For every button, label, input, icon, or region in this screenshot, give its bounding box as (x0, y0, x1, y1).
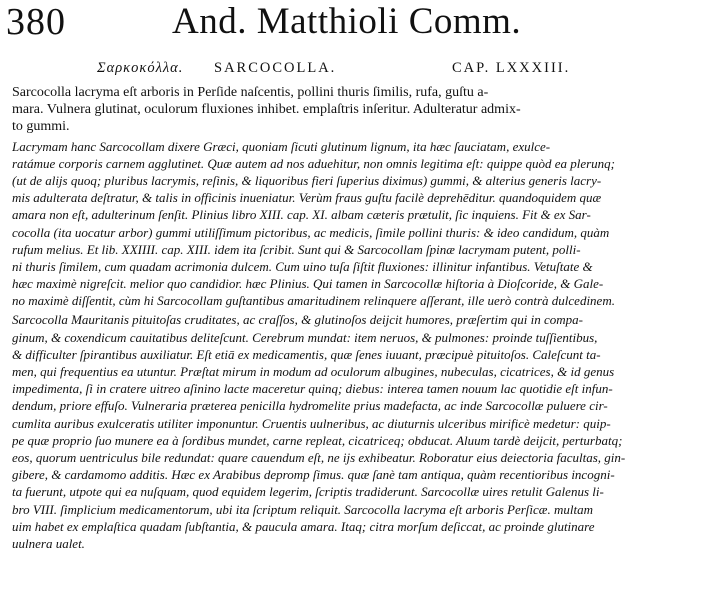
text-line: Sarcocolla lacryma eſt arboris in Perſide naſcentis, pollini thuris ſimilis, rufa, guſtu a- (12, 85, 489, 100)
text-line: men, qui frequentius ea utuntur. Præſtat mirum in modum ad oculorum albugines, nubeculas, cicatrices, & id genus (12, 364, 615, 379)
text-line: hæc maximè nigreſcit. melior quo candidior. hæc Plinius. Qui tamen in Sarcocollæ hiſtoria à Dioſcoride, & Gale- (12, 276, 604, 292)
text-line: gibere, & cardamomo additis. Hæc ex Arabibus depromp ſimus. quæ ſanè tam antiqua, quàm recentioribus incogni- (12, 467, 615, 483)
running-title: And. Matthioli Comm. (172, 1, 522, 42)
text-line: Lacrymam hanc Sarcocollam dixere Græci, quoniam ſicuti glutinum lignum, ita hæc ſauciatam, exulce- (12, 138, 551, 154)
commentary-paragraph-1 (12, 138, 702, 310)
text-line: & difficulter ſpirantibus auxiliatur. Eſt etiā ex medicamentis, quæ ſenes iuuant, præcipuè pituitoſos. Caleſcunt ta- (12, 346, 601, 362)
text-line: ni thuris ſimilem, cum quadam acrimonia dulcem. Cum uino tuſa ſiſtit fluxiones: illinitur infantibus. Vetuſtate & (12, 258, 593, 274)
text-line: eos, quorum uentriculus bile redundat: quare cauendum eſt, ne ijs exhibeatur. Roboratur eius deiectoria facultas, gin- (12, 449, 626, 465)
text-line: mis adulterata deſtratur, & talis in officinis inueniatur. Verùm fraus guſtu facilè deprehēditur. quandoquidem quæ (12, 190, 602, 206)
chapter-latin-title: SARCOCOLLA. (214, 60, 337, 76)
text-line: Sarcocolla Mauritanis pituitoſas cruditates, ac craſſos, & glutinoſos deijcit humores, præſertim qui in compa- (12, 312, 584, 328)
text-line: ratámue corporis carnem agglutinet. Quæ autem ad nos aduehitur, non omnis legitima eſt: quippe quòd ea plerunq; (12, 155, 616, 171)
text-line: rufum melius. Et lib. XXIIII. cap. XIII. idem ita ſcribit. Sunt qui & Sarcocollam ſpinæ lacrymam putent, polli- (12, 241, 581, 257)
dioscorides-paragraph (12, 84, 702, 136)
commentary-paragraph-2 (12, 311, 702, 552)
chapter-greek-title: Σαρκοκόλλα. (97, 60, 184, 76)
text-line: pe quæ proprio ſuo munere ea à ſordibus mundet, carne repleat, cicatriceq; obducat. Aluum tardè deijcit, perturbatq; (12, 432, 623, 448)
text-line: cocolla (ita uocatur arbor) gummi utiliſſimum pictoribus, ac medicis, ſimile pollini thuris: & ideo candidum, quàm (12, 224, 610, 240)
text-line: mara. Vulnera glutinat, oculorum fluxiones inhibet. emplaſtris inſeritur. Adulteratur admix- (12, 102, 521, 118)
page-number: 380 (6, 1, 66, 43)
text-line: bro VIII. ſimplicium medicamentorum, ubi ita ſcriptum reliquit. Sarcocolla lacryma eſt arboris Perſicæ. multam (12, 501, 593, 517)
text-line: ginum, & coxendicum cauitatibus deliteſcunt. Cerebrum mundat: item neruos, & pulmones: proinde tuſſientibus, (12, 329, 598, 345)
chapter-heading (0, 58, 707, 78)
text-line: amara non eſt, adulterinum ſenſit. Plinius libro XIII. cap. XI. albam cæteris prætulit, ſic inquiens. Fit & ex Sar- (12, 207, 591, 223)
text-line: cumlita auribus exulceratis utiliter imponuntur. Cruentis uulneribus, ac diuturnis ulceribus mirificè medetur: quip- (12, 415, 611, 431)
text-line: to gummi. (12, 119, 70, 135)
text-block (12, 84, 702, 552)
text-line: no maximè diſſentit, cùm hi Sarcocollam guſtantibus amaritudinem relinquere aſſerant, ille uerò contrà dulcedinem. (12, 293, 615, 309)
text-line: dendum, priore effuſo. Vulneraria præterea penicilla hydromelite prius madefacta, ac inde Sarcocollæ puluere cir- (12, 398, 608, 414)
text-line: uim habet ex emplaſtica quadam ſubſtantia, & paucula amara. Itaq; citra morſum deſiccat, ac proinde glutinare (12, 518, 595, 534)
text-line: (ut de alijs quoq; pluribus lacrymis, reſinis, & liquoribus fieri ſuperius diximus) gummi, & alterius generis lacry- (12, 172, 602, 188)
text-line: ta fuerunt, utpote qui ea nuſquam, quod equidem legerim, ſcriptis tradiderunt. Sarcocollæ uires retulit Galenus li- (12, 484, 604, 500)
chapter-number: CAP. LXXXIII. (452, 60, 571, 76)
text-line: uulnera ualet. (12, 535, 85, 551)
text-line: impedimenta, ſi in cratere uitreo aſinino lacte maceretur quinq; diebus: interea tamen nouum lac quotidie eſt infun- (12, 381, 613, 397)
